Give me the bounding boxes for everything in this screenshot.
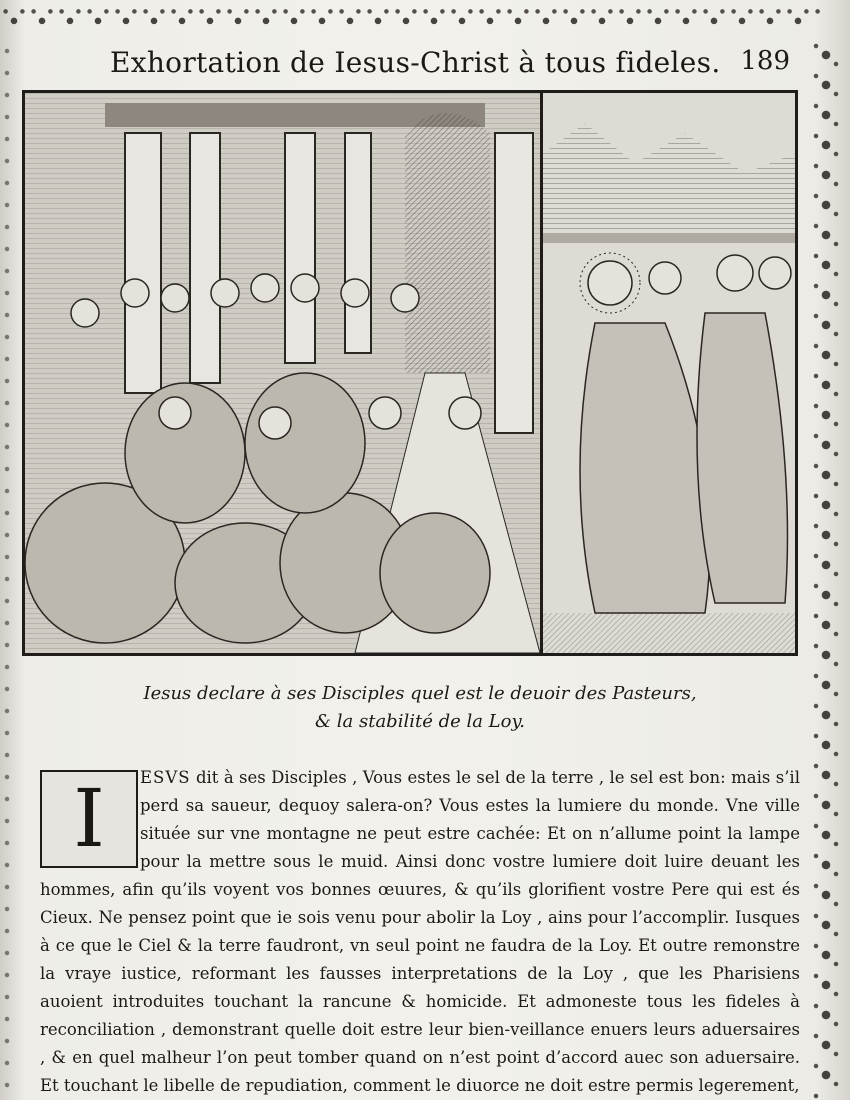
ornamental-border-top: [0, 0, 820, 40]
illustration-caption: [60, 680, 780, 736]
page-header: [110, 42, 790, 82]
body-text: dit à ses Disciples , Vous estes le sel de la terre , le sel est bon: mais s’il perd sa saueur, dequoy salera-on? Vous estes la lumiere du monde. Vne ville située sur vne montagne ne peut estre cachée: Et on n’allume point la lampe pour la mettre sous le muid. Ainsi donc vostre lumiere doit luire deuant les hommes, afin qu’ils voyent vos bonnes œuures, & qu’ils glorifient vostre Pere qui est és Cieux. Ne pensez point que ie sois venu pour abolir la Loy , ains pour l’accomplir. Iusques à ce que le Ciel & la terre faudront, vn seul point ne faudra de la Loy. Et outre remonstre la vraye iustice, reformant les fausses interpretations de la Loy , que les Pharisiens auoient introduites touchant la rancune & homicide. Et admoneste tous les fideles à reconciliation , demonstrant quelle doit estre leur bien-veillance enuers leurs aduersaires , & en quel malheur l’on peut tomber quand on n’est point d’accord auec son aduersaire. Et touchant le libelle de repudiation, comment le diuorce ne doit estre permis legerement,: [40, 768, 800, 1095]
page-number: 189: [740, 46, 790, 76]
running-title: Exhortation de Iesus-Christ à tous fideles.: [110, 46, 721, 79]
ornamental-border-right: [806, 40, 850, 1100]
woodcut-illustration: [22, 90, 798, 656]
woodcut-image: [25, 93, 795, 653]
drop-cap-letter: I: [73, 772, 105, 865]
caption-line-2: & la stabilité de la Loy.: [315, 711, 525, 732]
opening-word: ESVS: [140, 768, 191, 787]
ornamental-border-left: [0, 40, 16, 1100]
caption-line-1: Iesus declare à ses Disciples quel est le deuoir des Pasteurs,: [143, 683, 697, 704]
body-paragraph: [40, 764, 800, 1100]
